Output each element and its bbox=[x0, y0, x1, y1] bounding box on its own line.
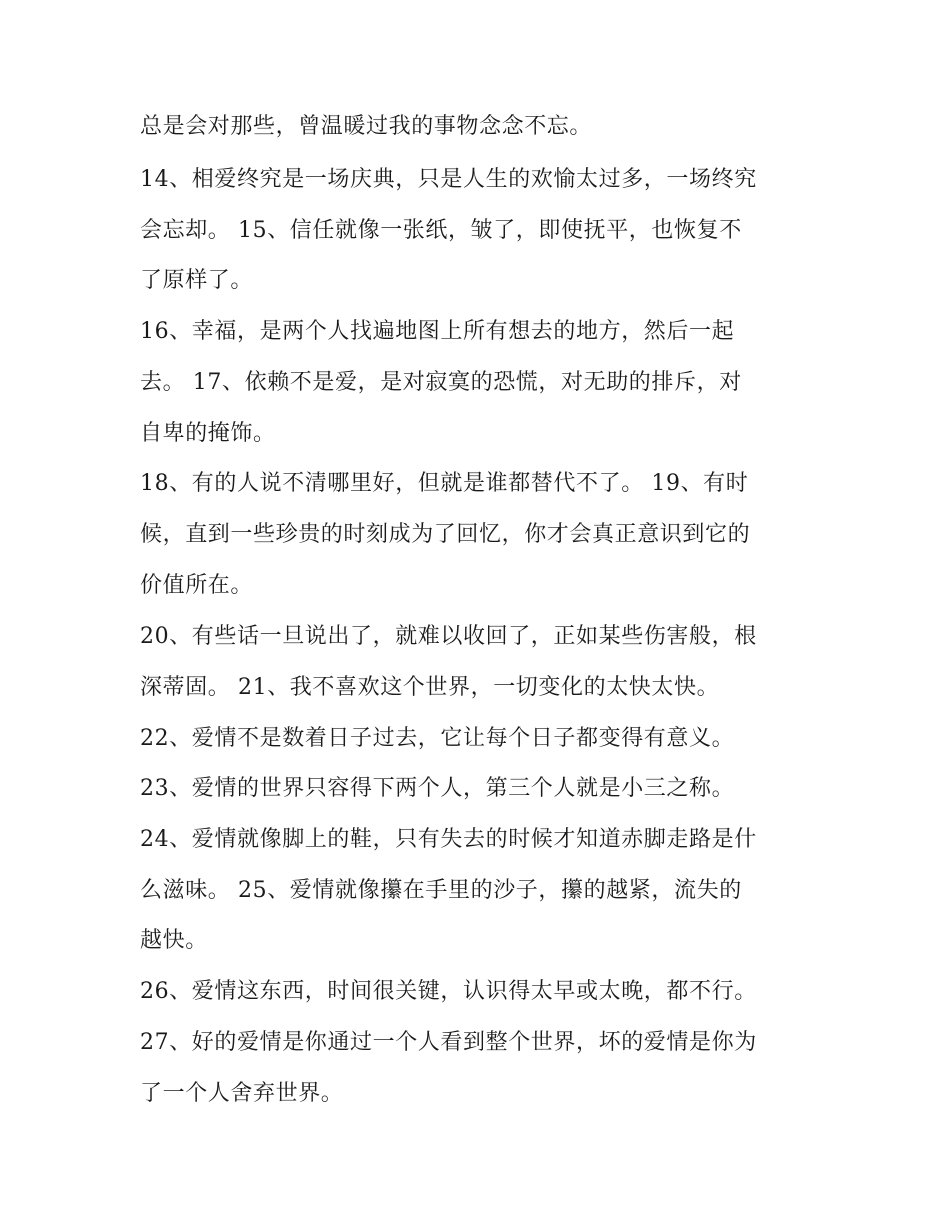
text-line: 24、爱情就像脚上的鞋，只有失去的时候才知道赤脚走路是什 bbox=[140, 827, 757, 852]
text-line: 18、有的人说不清哪里好，但就是谁都替代不了。 19、有时 bbox=[140, 471, 749, 496]
text-line: 么滋味。 25、爱情就像攥在手里的沙子，攥的越紧，流失的 bbox=[140, 878, 742, 903]
text-line: 22、爱情不是数着日子过去，它让每个日子都变得有意义。 bbox=[140, 726, 735, 751]
text-line: 候，直到一些珍贵的时刻成为了回忆，你才会真正意识到它的 bbox=[140, 522, 751, 547]
text-line: 16、幸福，是两个人找遍地图上所有想去的地方，然后一起 bbox=[140, 319, 735, 344]
text-line: 27、好的爱情是你通过一个人看到整个世界，坏的爱情是你为 bbox=[140, 1030, 757, 1055]
text-line: 深蒂固。 21、我不喜欢这个世界，一切变化的太快太快。 bbox=[140, 675, 720, 700]
text-line: 自卑的掩饰。 bbox=[140, 421, 276, 446]
text-line: 会忘却。 15、信任就像一张纸，皱了，即使抚平，也恢复不 bbox=[140, 218, 742, 243]
text-line: 总是会对那些，曾温暖过我的事物念念不忘。 bbox=[140, 114, 593, 139]
text-line: 了一个人舍弃世界。 bbox=[140, 1081, 344, 1106]
text-line: 23、爱情的世界只容得下两个人，第三个人就是小三之称。 bbox=[140, 776, 735, 801]
text-line: 26、爱情这东西，时间很关键，认识得太早或太晚，都不行。 bbox=[140, 979, 757, 1004]
text-line: 去。 17、依赖不是爱，是对寂寞的恐慌，对无助的排斥，对 bbox=[140, 370, 742, 395]
text-line: 20、有些话一旦说出了，就难以收回了，正如某些伤害般，根 bbox=[140, 624, 757, 649]
text-line: 价值所在。 bbox=[140, 573, 254, 598]
text-line: 14、相爱终究是一场庆典，只是人生的欢愉太过多，一场终究 bbox=[140, 167, 757, 192]
text-line: 了原样了。 bbox=[140, 268, 254, 293]
text-line: 越快。 bbox=[140, 928, 208, 953]
